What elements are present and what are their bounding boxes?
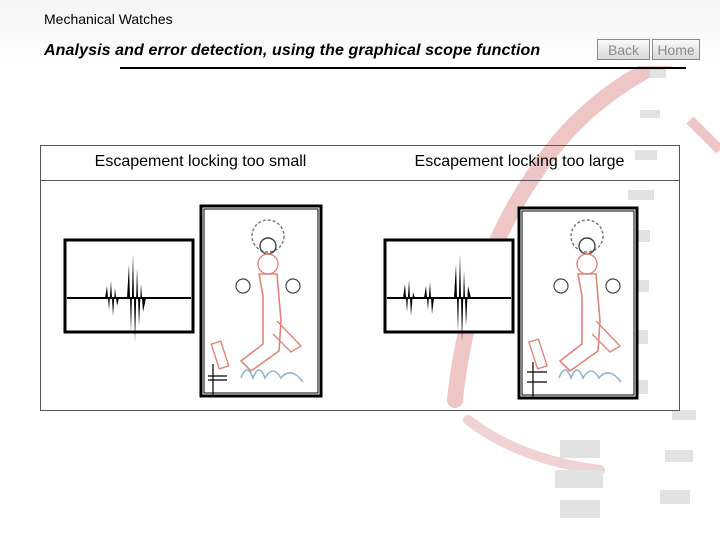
escapement-drawing: [519, 208, 637, 398]
figure-too-large: [41, 146, 681, 410]
home-button[interactable]: Home: [652, 39, 700, 60]
scope-display: [385, 240, 513, 342]
column-heading-too-small: Escapement locking too small: [94, 153, 307, 170]
column-heading-too-large: Escapement locking too large: [414, 153, 625, 170]
super-title: Mechanical Watches: [44, 11, 173, 27]
page-title: Analysis and error detection, using the graphical scope function: [44, 42, 541, 59]
comparison-table: [40, 145, 680, 411]
back-button[interactable]: Back: [597, 39, 650, 60]
title-underline: [120, 67, 686, 69]
